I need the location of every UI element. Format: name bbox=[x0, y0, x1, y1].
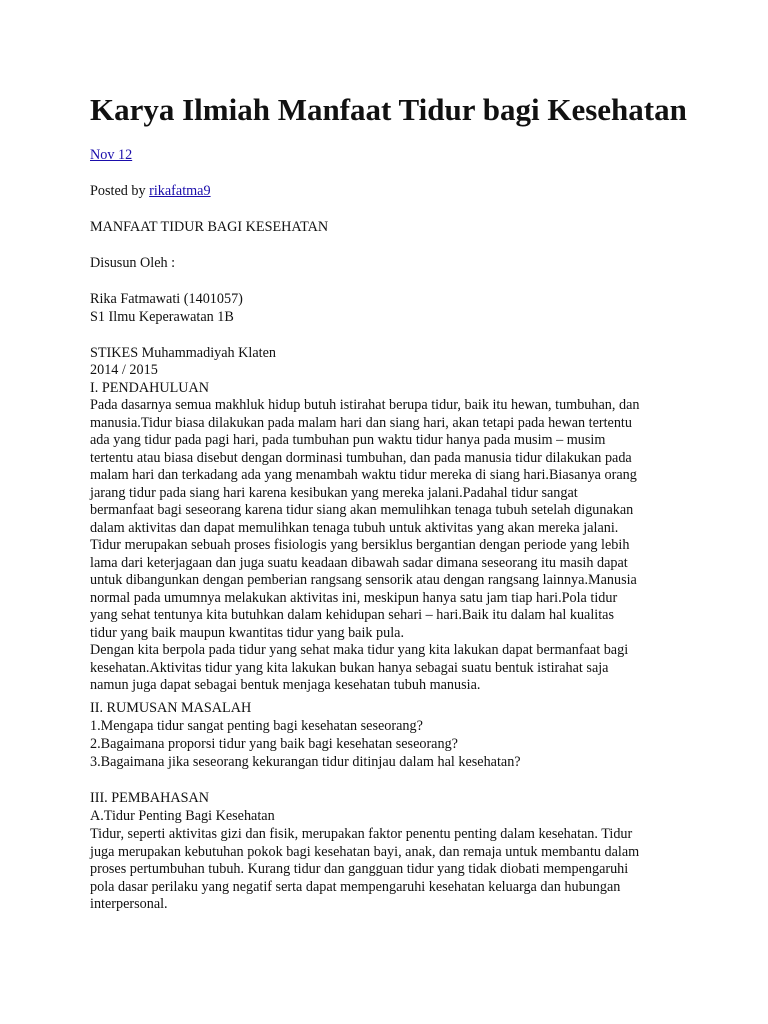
subsection-a: A.Tidur Penting Bagi Kesehatan bbox=[90, 808, 275, 824]
author-name: Rika Fatmawati (1401057) bbox=[90, 291, 243, 307]
institution: STIKES Muhammadiyah Klaten bbox=[90, 345, 276, 361]
section-rumusan-masalah: II. RUMUSAN MASALAH bbox=[90, 700, 252, 716]
text-line: kesehatan.Aktivitas tidur yang kita lakukan bukan hanya sebagai suatu bentuk istirahat saja bbox=[90, 659, 609, 676]
text-line: manusia.Tidur biasa dilakukan pada malam hari dan siang hari, akan tetapi pada hewan tertentu bbox=[90, 414, 632, 431]
text-line: Pada dasarnya semua makhluk hidup butuh istirahat berupa tidur, baik itu hewan, tumbuhan, dan bbox=[90, 397, 640, 413]
text-line: yang sehat tentunya kita butuhkan dalam kehidupan sehari – hari.Baik itu dalam hal kualitas bbox=[90, 607, 615, 623]
post-date[interactable] bbox=[90, 147, 132, 165]
text-line: malam hari dan terkadang ada yang menambah waktu tidur mereka di siang hari.Biasanya orang bbox=[90, 467, 637, 483]
question-1: 1.Mengapa tidur sangat penting bagi kesehatan seseorang? bbox=[90, 718, 423, 734]
paragraph-pembahasan bbox=[90, 826, 690, 914]
text-line: tertentu atau biasa disebut dengan dorminasi tumbuhan, dan pada manusia tidur dilakukan pada bbox=[90, 449, 632, 466]
text-line: juga merupakan kebutuhan pokok bagi kesehatan bayi, anak, dan remaja untuk membantu dalam bbox=[90, 843, 640, 860]
author-link[interactable]: rikafatma9 bbox=[149, 183, 211, 199]
text-line: namun juga dapat sebagai bentuk menjaga kesehatan tubuh manusia. bbox=[90, 677, 481, 693]
section-pembahasan: III. PEMBAHASAN bbox=[90, 790, 210, 806]
section-pendahuluan: I. PENDAHULUAN bbox=[90, 380, 210, 396]
question-3: 3.Bagaimana jika seseorang kekurangan tidur ditinjau dalam hal kesehatan? bbox=[90, 754, 521, 770]
text-line: ada yang tidur pada pagi hari, pada tumbuhan pun waktu tidur hanya pada musim – musim bbox=[90, 432, 606, 448]
text-line: tidur yang baik maupun kwantitas tidur yang baik pula. bbox=[90, 624, 405, 641]
text-line: Tidur merupakan sebuah proses fisiologis yang bersiklus bergantian dengan periode yang lebih bbox=[90, 537, 630, 553]
posted-by bbox=[90, 183, 211, 201]
text-line: dalam aktivitas dan dapat memulihkan tenaga tubuh untuk aktivitas yang akan mereka jalani. bbox=[90, 519, 619, 536]
text-line: interpersonal. bbox=[90, 896, 168, 912]
text-line: pola dasar perilaku yang negatif serta dapat mempengaruhi kesehatan keluarga dan hubungan bbox=[90, 878, 621, 895]
text-line: bermanfaat bagi seseorang karena tidur siang akan memulihkan tenaga tubuh setelah digunakan bbox=[90, 502, 634, 518]
paragraph-pendahuluan bbox=[90, 397, 690, 695]
text-line: Dengan kita berpola pada tidur yang sehat maka tidur yang kita lakukan dapat bermanfaat bagi bbox=[90, 642, 629, 658]
posted-by-label: Posted by bbox=[90, 183, 150, 199]
text-line: Tidur, seperti aktivitas gizi dan fisik, merupakan faktor penentu penting dalam kesehatan. Tidur bbox=[90, 826, 633, 842]
doc-heading: MANFAAT TIDUR BAGI KESEHATAN bbox=[90, 219, 329, 235]
text-line: lama dari keterjagaan dan juga suatu keadaan dibawah sadar dimana seseorang itu masih dapat bbox=[90, 554, 628, 571]
text-line: proses pertumbuhan tubuh. Kurang tidur dan gangguan tidur yang tidak diobati mempengaruhi bbox=[90, 861, 629, 877]
page-title: Karya Ilmiah Manfaat Tidur bagi Kesehatan bbox=[90, 92, 687, 127]
post-date-link[interactable]: Nov 12 bbox=[90, 147, 133, 163]
academic-year: 2014 / 2015 bbox=[90, 362, 158, 378]
text-line: jarang tidur pada siang hari karena kesibukan yang mereka jalani.Padahal tidur sangat bbox=[90, 484, 578, 501]
disusun-label: Disusun Oleh : bbox=[90, 255, 176, 271]
text-line: untuk dibangunkan dengan pemberian rangsang sensorik atau dengan rangsang lainnya.Manusia bbox=[90, 572, 637, 588]
author-program: S1 Ilmu Keperawatan 1B bbox=[90, 309, 234, 325]
question-2: 2.Bagaimana proporsi tidur yang baik bagi kesehatan seseorang? bbox=[90, 736, 458, 752]
text-line: normal pada umumnya melakukan aktivitas ini, meskipun hanya satu jam tiap hari.Pola tidur bbox=[90, 589, 618, 606]
